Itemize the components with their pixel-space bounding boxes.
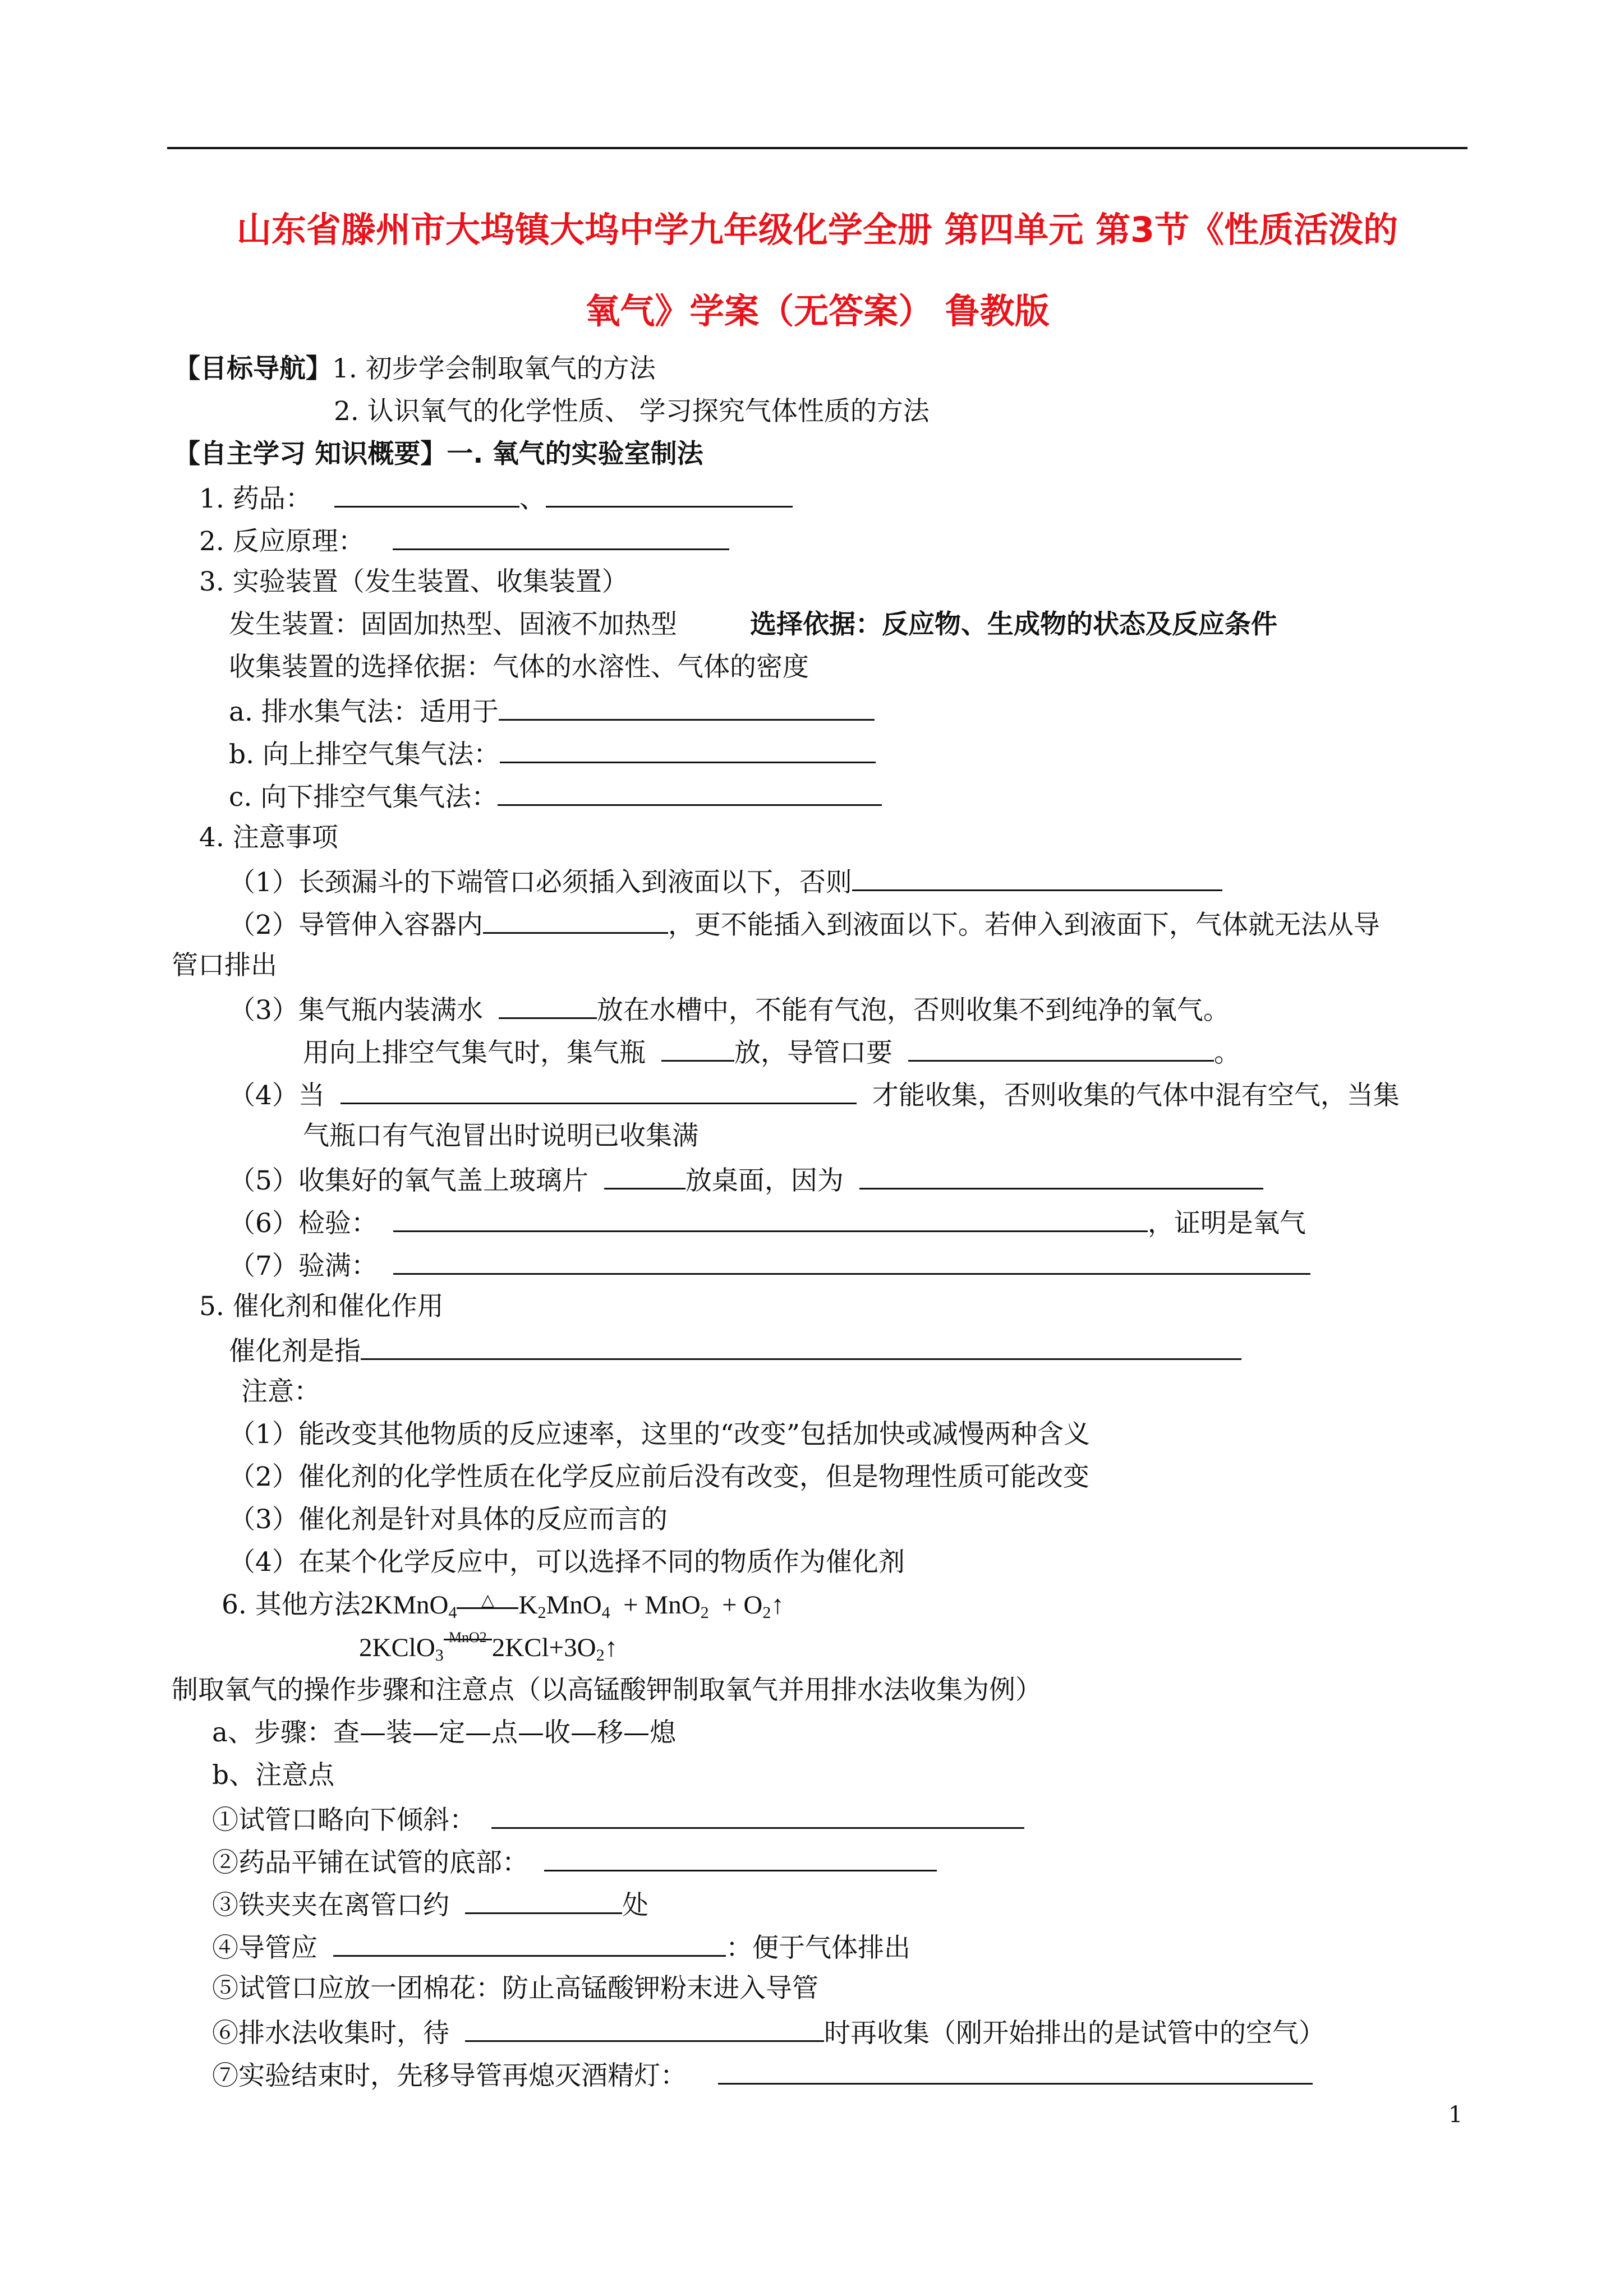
- note-4-cont: 气瓶口有气泡冒出时说明已收集满: [303, 1121, 698, 1151]
- other-methods-row: [222, 1588, 784, 1625]
- blank-note-2[interactable]: [483, 906, 668, 934]
- procedure-point-7-text: ⑦实验结束时，先移导管再熄灭酒精灯：: [212, 2060, 687, 2091]
- note-5-text-a: （5）收集好的氧气盖上玻璃片: [229, 1165, 588, 1196]
- procedure-steps: a、步骤：查—装—定—点—收—移—熄: [212, 1717, 677, 1748]
- catalyst-note: 注意：: [241, 1376, 320, 1407]
- item-c-label: c. 向下排空气集气法：: [229, 782, 498, 813]
- procedure-point-5: ⑤试管口应放一团棉花：防止高锰酸钾粉末进入导管: [212, 1973, 818, 2004]
- section-1-title: 一. 氧气的实验室制法: [447, 439, 703, 469]
- procedure-point-7: [212, 2057, 1313, 2093]
- goal-2: 2. 认识氧气的化学性质、 学习探究气体性质的方法: [334, 396, 930, 427]
- blank-drug-2[interactable]: [546, 480, 793, 508]
- note-5: [229, 1162, 1263, 1198]
- page-number: 1: [1448, 2102, 1463, 2128]
- note-2-text-b: ，更不能插入到液面以下。若伸入到液面下，气体就无法从导: [668, 910, 1380, 940]
- blank-procedure-1[interactable]: [491, 1801, 1024, 1829]
- procedure-point-3-text-a: ③铁夹夹在离管口约: [212, 1890, 449, 1921]
- equation-kclo3: [359, 1631, 618, 1665]
- note-6-text-a: （6）检验：: [229, 1208, 378, 1239]
- note-6: [229, 1205, 1306, 1241]
- note-1-text: （1）长颈漏斗的下端管口必须插入到液面以下，否则: [229, 867, 852, 898]
- procedure-point-3: [212, 1887, 648, 1922]
- catalyst-point-3: （3）催化剂是针对具体的反应而言的: [229, 1504, 668, 1535]
- note-4-text-a: （4）当: [229, 1080, 325, 1111]
- sub: 4: [601, 1603, 610, 1622]
- heat-symbol: △: [481, 1591, 495, 1610]
- catalyst-point-1: （1）能改变其他物质的反应速率，这里的“改变”包括加快或减慢两种含义: [229, 1419, 1090, 1450]
- procedure-notes-heading: b、注意点: [212, 1760, 335, 1791]
- procedure-point-4-text-a: ④导管应: [212, 1933, 318, 1963]
- generator-text: 发生装置：固固加热型、固液不加热型: [229, 609, 677, 640]
- eq1-product-k: K: [518, 1590, 538, 1620]
- blank-principle[interactable]: [393, 523, 729, 550]
- collect-basis: 收集装置的选择依据：气体的水溶性、气体的密度: [229, 652, 809, 683]
- note-2-text-a: （2）导管伸入容器内: [229, 910, 483, 940]
- doc-title-line2: 氧气》学案（无答案） 鲁教版: [585, 291, 1050, 331]
- study-heading-row: [174, 437, 703, 471]
- catalyst-label: MnO2: [448, 1629, 487, 1645]
- catalyst-condition: [444, 1631, 492, 1665]
- note-2-cont: 管口排出: [172, 950, 277, 981]
- catalyst-point-2: （2）催化剂的化学性质在化学反应前后没有改变，但是物理性质可能改变: [229, 1461, 1089, 1492]
- note-4: [229, 1077, 1400, 1113]
- procedure-point-1-text: ①试管口略向下倾斜：: [212, 1805, 476, 1836]
- item-apparatus: 3. 实验装置（发生装置、收集装置）: [199, 566, 628, 597]
- item-principle: [199, 523, 729, 559]
- blank-procedure-6[interactable]: [465, 2014, 824, 2042]
- other-methods-label: 6. 其他方法: [222, 1589, 361, 1620]
- blank-note-3b[interactable]: [661, 1034, 734, 1062]
- note-7: [229, 1247, 1310, 1283]
- blank-procedure-2[interactable]: [544, 1844, 937, 1871]
- note-7-text: （7）验满：: [229, 1251, 378, 1281]
- note-5-text-b: 放桌面，因为: [685, 1165, 844, 1196]
- item-b: [229, 736, 876, 772]
- procedure-point-2-text: ②药品平铺在试管的底部：: [212, 1847, 528, 1878]
- notes-heading: 4. 注意事项: [199, 822, 338, 853]
- note-6-text-b: ，证明是氧气: [1147, 1208, 1306, 1239]
- sub: 2: [700, 1603, 709, 1622]
- catalyst-def: [229, 1333, 1241, 1368]
- doc-title-line1: 山东省滕州市大坞镇大坞中学九年级化学全册 第四单元 第3节《性质活泼的: [236, 209, 1398, 250]
- blank-a[interactable]: [499, 693, 875, 721]
- catalyst-heading: 5. 催化剂和催化作用: [199, 1291, 444, 1322]
- catalyst-point-4: （4）在某个化学反应中，可以选择不同的物质作为催化剂: [229, 1547, 905, 1578]
- blank-note-3a[interactable]: [499, 992, 597, 1019]
- item-principle-label: 2. 反应原理：: [199, 526, 365, 557]
- eq2-products: 2KCl+3O: [491, 1633, 596, 1662]
- sub: 4: [448, 1603, 457, 1622]
- item-drugs-label: 1. 药品：: [199, 483, 312, 514]
- eq2-reactant: 2KClO: [359, 1633, 435, 1662]
- blank-note-4[interactable]: [341, 1077, 857, 1104]
- note-3-text-d: 放，导管口要: [734, 1038, 892, 1068]
- blank-note-6[interactable]: [393, 1205, 1148, 1232]
- item-b-label: b. 向上排空气集气法：: [229, 739, 500, 770]
- study-heading: 【自主学习 知识概要】: [174, 439, 447, 469]
- selection-basis: 选择依据：反应物、生成物的状态及反应条件: [750, 609, 1277, 640]
- sub: 3: [435, 1646, 444, 1665]
- goals-row-1: [174, 352, 656, 386]
- blank-note-1[interactable]: [852, 864, 1222, 891]
- blank-note-7[interactable]: [393, 1247, 1310, 1275]
- note-1: [229, 864, 1222, 900]
- note-2: [229, 906, 1380, 942]
- note-3-text-c: 用向上排空气集气时，集气瓶: [303, 1038, 646, 1068]
- note-3-text-a: （3）集气瓶内装满水: [229, 995, 483, 1026]
- procedure-point-4: [212, 1929, 910, 1965]
- procedure-point-3-text-b: 处: [622, 1890, 648, 1921]
- sub: 2: [596, 1646, 605, 1665]
- item-a-label: a. 排水集气法：适用于: [229, 697, 499, 727]
- blank-b[interactable]: [500, 736, 876, 763]
- gas-arrow: ↑: [771, 1590, 784, 1620]
- blank-procedure-3[interactable]: [465, 1887, 622, 1914]
- equation-kmno4: [361, 1590, 784, 1620]
- eq1-product-mno: MnO: [546, 1590, 602, 1620]
- blank-procedure-7[interactable]: [718, 2057, 1313, 2085]
- header-rule: [167, 147, 1467, 149]
- note-3-text-b: 放在水槽中，不能有气泡，否则收集不到纯净的氧气。: [596, 995, 1230, 1026]
- goal-1: 1. 初步学会制取氧气的方法: [332, 353, 656, 384]
- procedure-point-4-text-b: ：便于气体排出: [726, 1933, 910, 1963]
- procedure-heading: 制取氧气的操作步骤和注意点（以高锰酸钾制取氧气并用排水法收集为例）: [172, 1675, 1042, 1705]
- generator-row: [229, 608, 1277, 642]
- procedure-point-2: [212, 1844, 937, 1880]
- separator: 、: [519, 483, 546, 514]
- procedure-point-6-text-b: 时再收集（刚开始排出的是试管中的空气）: [824, 2018, 1325, 2049]
- note-3-cont: [303, 1034, 1240, 1070]
- note-3: [229, 992, 1230, 1027]
- gas-arrow: ↑: [604, 1633, 618, 1662]
- blank-catalyst[interactable]: [361, 1333, 1241, 1360]
- catalyst-def-text: 催化剂是指: [229, 1336, 361, 1367]
- sub: 2: [762, 1603, 771, 1622]
- item-c: [229, 778, 882, 814]
- eq1-product-o2: + O: [722, 1590, 763, 1620]
- goals-heading: 【目标导航】: [174, 353, 332, 384]
- blank-note-5b[interactable]: [859, 1162, 1263, 1190]
- eq1-product-mno2: + MnO: [623, 1590, 701, 1620]
- blank-note-3c[interactable]: [908, 1034, 1214, 1062]
- blank-c[interactable]: [498, 778, 882, 806]
- procedure-point-6-text-a: ⑥排水法收集时，待: [212, 2018, 449, 2049]
- eq1-reactant: 2KMnO: [360, 1590, 449, 1620]
- procedure-point-6: [212, 2014, 1325, 2050]
- blank-drug-1[interactable]: [334, 480, 519, 508]
- item-a: [229, 693, 875, 729]
- note-4-text-b: 才能收集，否则收集的气体中混有空气，当集: [872, 1080, 1400, 1111]
- item-drugs: [199, 480, 793, 516]
- heat-condition: [457, 1588, 518, 1625]
- blank-note-5a[interactable]: [604, 1162, 686, 1190]
- blank-procedure-4[interactable]: [333, 1929, 726, 1957]
- procedure-point-1: [212, 1801, 1024, 1837]
- period: 。: [1214, 1038, 1240, 1068]
- sub: 2: [537, 1603, 546, 1622]
